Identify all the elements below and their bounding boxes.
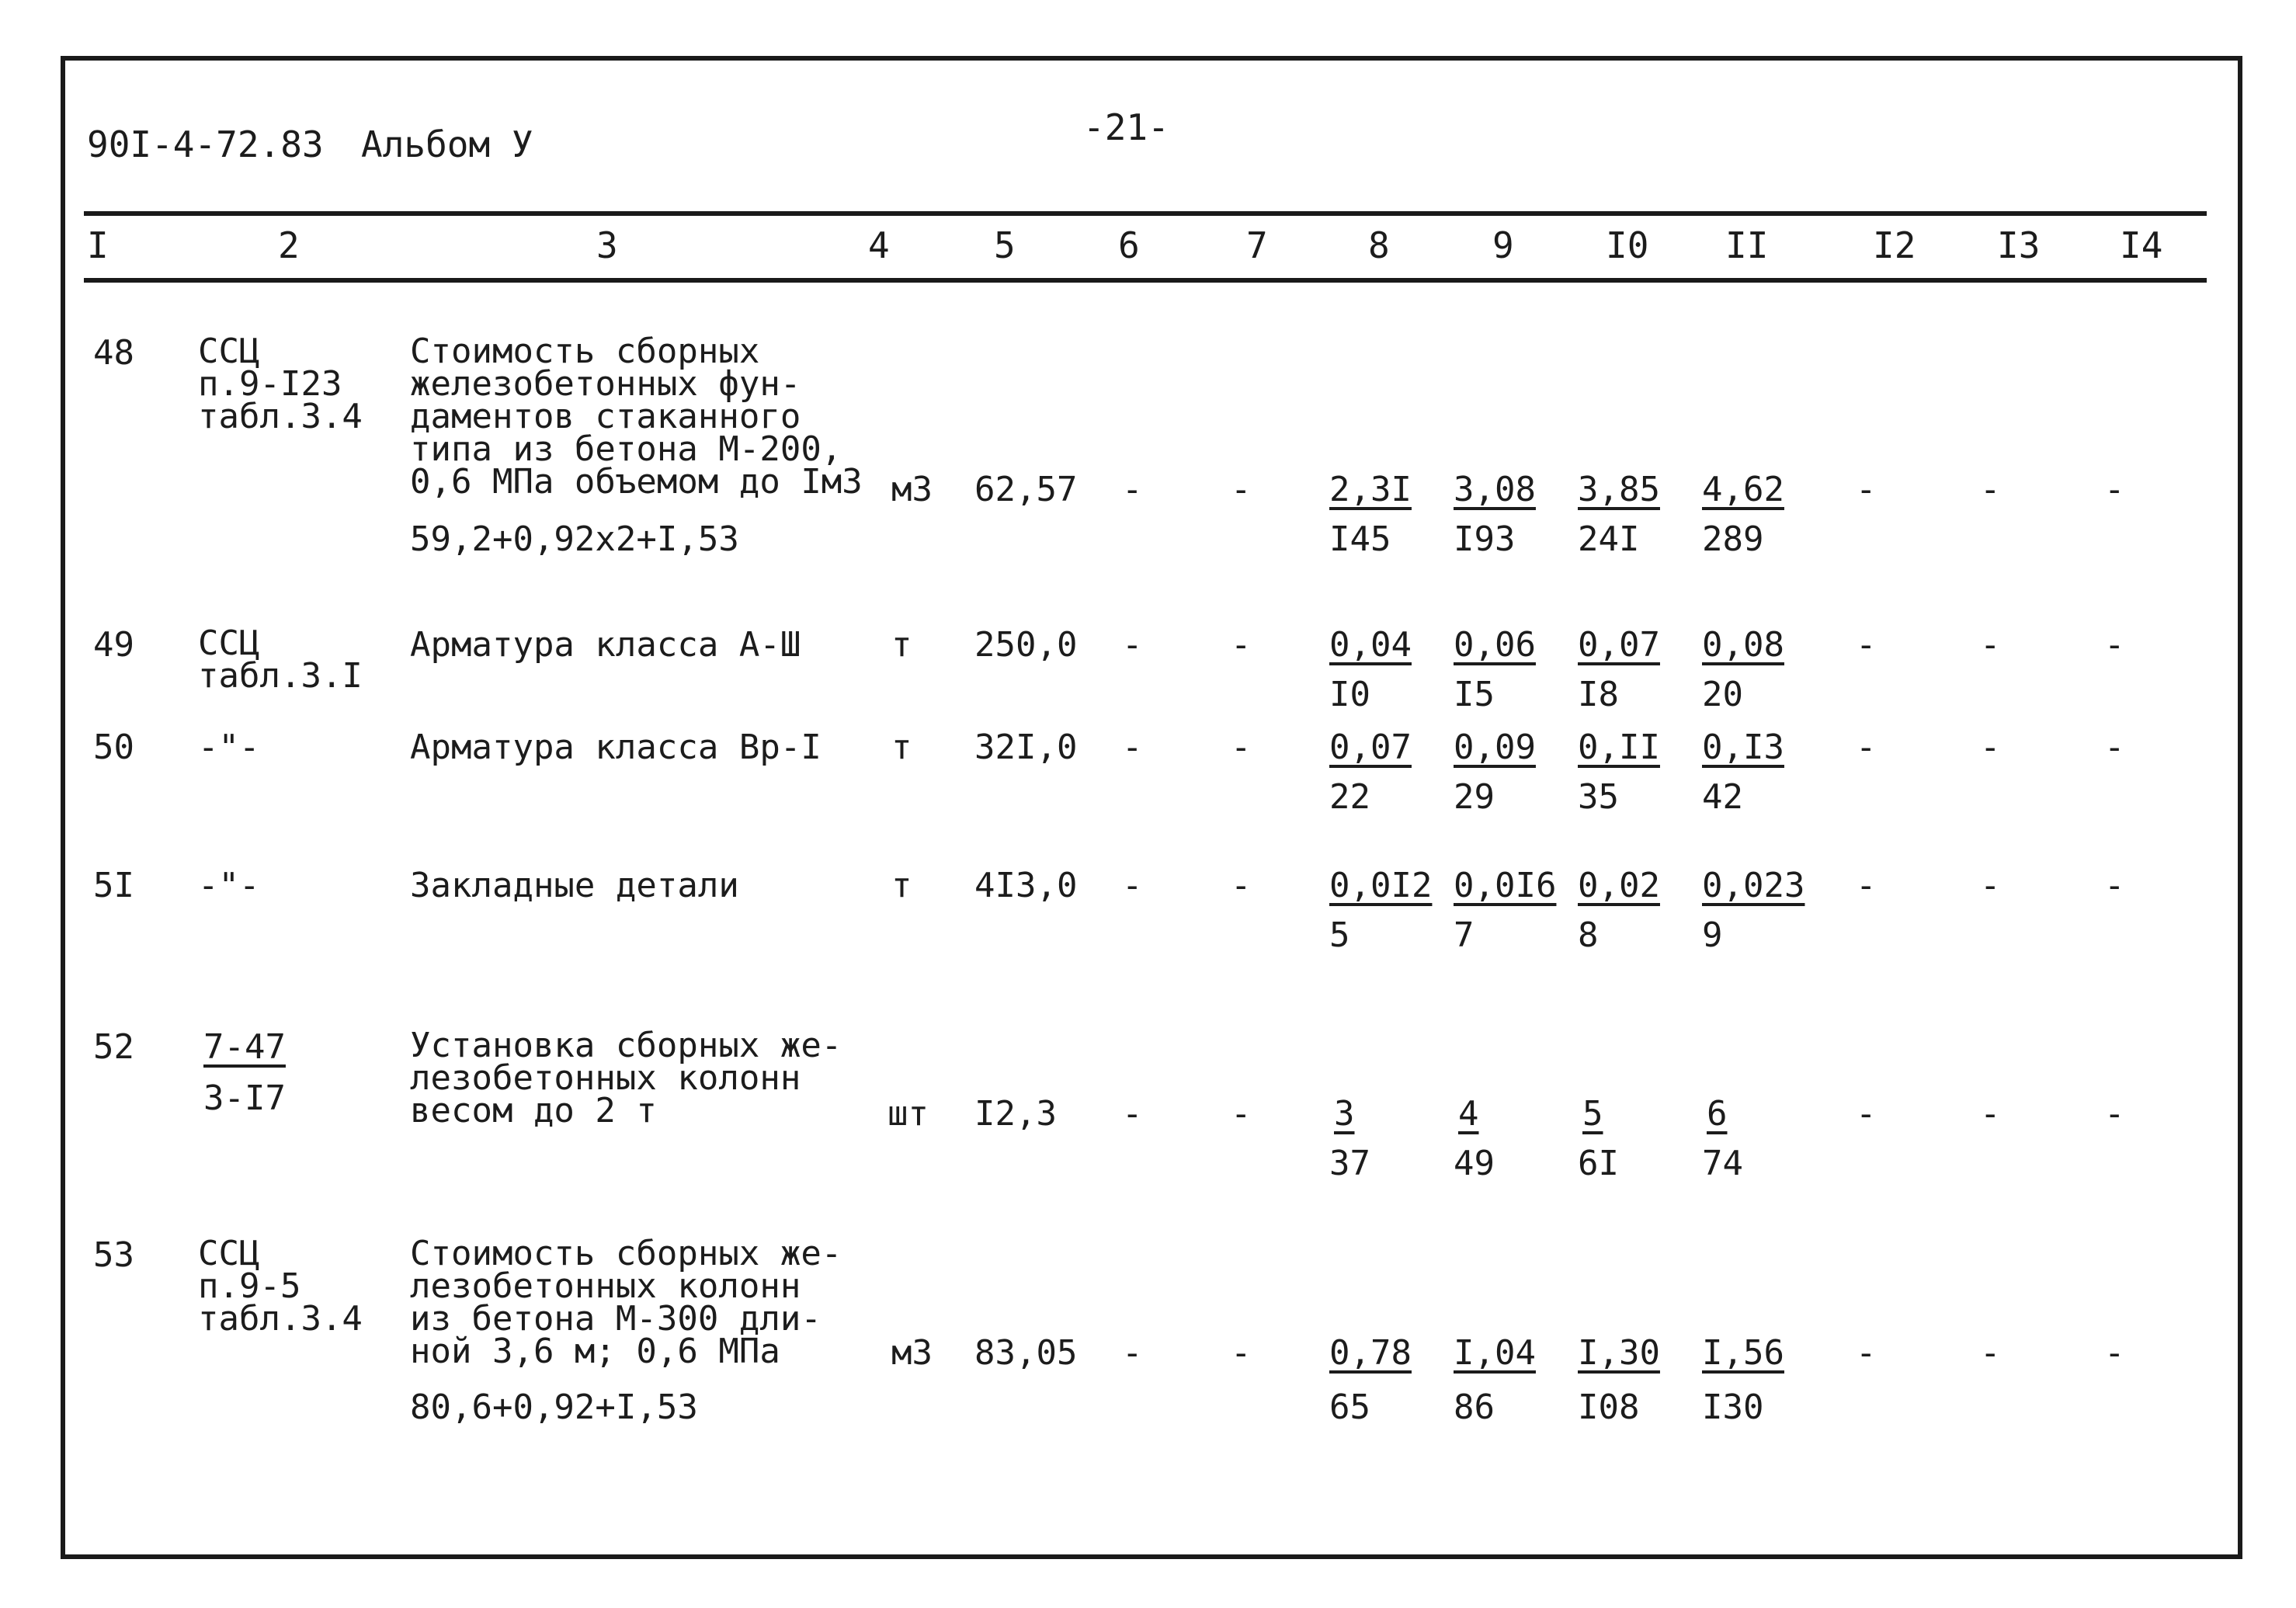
col-9-cost: 7 bbox=[1454, 915, 1475, 955]
col-6-value: - bbox=[1122, 1094, 1143, 1134]
col-12-value: - bbox=[1856, 1094, 1877, 1134]
col-11-cost: 20 bbox=[1702, 675, 1743, 714]
col-9-quantity: 0,06 bbox=[1454, 625, 1536, 665]
col-6-value: - bbox=[1122, 1333, 1143, 1373]
col-13-value: - bbox=[1980, 1094, 2001, 1134]
norm-reference: ССЦ п.9-5 табл.3.4 bbox=[198, 1234, 363, 1339]
col-13-value: - bbox=[1980, 625, 2001, 665]
norm-reference: ССЦ п.9-I23 табл.3.4 bbox=[198, 332, 363, 436]
unit: м3 bbox=[891, 1333, 933, 1373]
col-9-cost: I5 bbox=[1454, 675, 1495, 714]
col-8-cost: 65 bbox=[1329, 1387, 1370, 1427]
column-header-2: 2 bbox=[278, 224, 300, 266]
col-8-cost: 22 bbox=[1329, 777, 1370, 817]
col-9-cost: 49 bbox=[1454, 1144, 1495, 1183]
col-9-cost: 29 bbox=[1454, 777, 1495, 817]
col-8-quantity: 2,3I bbox=[1329, 470, 1412, 509]
col-10-quantity: I,30 bbox=[1578, 1333, 1660, 1373]
column-header-11: II bbox=[1725, 224, 1769, 266]
col-7-value: - bbox=[1231, 625, 1252, 665]
col-7-value: - bbox=[1231, 866, 1252, 905]
col-6-value: - bbox=[1122, 866, 1143, 905]
unit-price: 250,0 bbox=[974, 625, 1078, 665]
header-rule-top bbox=[84, 211, 2207, 216]
column-header-10: I0 bbox=[1606, 224, 1649, 266]
col-8-quantity: 0,04 bbox=[1329, 625, 1412, 665]
col-8-quantity: 3 bbox=[1334, 1094, 1355, 1134]
column-header-1: I bbox=[87, 224, 109, 266]
col-13-value: - bbox=[1980, 470, 2001, 509]
col-14-value: - bbox=[2104, 625, 2125, 665]
col-10-cost: I08 bbox=[1578, 1387, 1640, 1427]
col-12-value: - bbox=[1856, 470, 1877, 509]
unit: м3 bbox=[891, 470, 933, 509]
row-number: 52 bbox=[93, 1027, 134, 1067]
calculation-formula: 80,6+0,92+I,53 bbox=[410, 1387, 698, 1427]
document-code: 90I-4-72.83 bbox=[87, 123, 324, 165]
col-11-quantity: 6 bbox=[1707, 1094, 1728, 1134]
col-7-value: - bbox=[1231, 1333, 1252, 1373]
col-10-cost: 35 bbox=[1578, 777, 1619, 817]
col-11-cost: 42 bbox=[1702, 777, 1743, 817]
col-10-quantity: 3,85 bbox=[1578, 470, 1660, 509]
col-12-value: - bbox=[1856, 866, 1877, 905]
work-description: Стоимость сборных же- лезобетонных колонн из бетона М-300 дли- ной 3,6 м; 0,6 МПа bbox=[410, 1234, 842, 1371]
unit-price: 32I,0 bbox=[974, 728, 1078, 767]
col-11-cost: 74 bbox=[1702, 1144, 1743, 1183]
col-7-value: - bbox=[1231, 728, 1252, 767]
column-header-5: 5 bbox=[994, 224, 1016, 266]
unit: шт bbox=[887, 1094, 929, 1134]
unit-price: 83,05 bbox=[974, 1333, 1078, 1373]
col-10-cost: 8 bbox=[1578, 915, 1599, 955]
col-10-quantity: 0,02 bbox=[1578, 866, 1660, 905]
col-11-quantity: I,56 bbox=[1702, 1333, 1784, 1373]
col-8-quantity: 0,78 bbox=[1329, 1333, 1412, 1373]
norm-reference-sub: 3-I7 bbox=[203, 1078, 286, 1118]
col-14-value: - bbox=[2104, 866, 2125, 905]
work-description: Установка сборных же- лезобетонных колонн весом до 2 т bbox=[410, 1026, 842, 1130]
column-header-14: I4 bbox=[2120, 224, 2163, 266]
column-header-9: 9 bbox=[1492, 224, 1514, 266]
row-number: 50 bbox=[93, 728, 134, 767]
unit-price: I2,3 bbox=[974, 1094, 1057, 1134]
column-header-8: 8 bbox=[1368, 224, 1390, 266]
norm-reference: -"- bbox=[198, 866, 260, 905]
col-11-cost: 289 bbox=[1702, 519, 1764, 559]
col-14-value: - bbox=[2104, 728, 2125, 767]
page-number: -21- bbox=[1083, 106, 1169, 148]
col-14-value: - bbox=[2104, 1333, 2125, 1373]
col-11-quantity: 4,62 bbox=[1702, 470, 1784, 509]
col-11-cost: 9 bbox=[1702, 915, 1723, 955]
column-header-4: 4 bbox=[868, 224, 890, 266]
work-description: Стоимость сборных железобетонных фун- даментов стаканного типа из бетона М-200, 0,6 МПа объемом до Iм3 bbox=[410, 332, 863, 502]
column-header-12: I2 bbox=[1873, 224, 1916, 266]
column-header-13: I3 bbox=[1997, 224, 2041, 266]
row-number: 48 bbox=[93, 333, 134, 373]
col-8-quantity: 0,07 bbox=[1329, 728, 1412, 767]
col-9-cost: 86 bbox=[1454, 1387, 1495, 1427]
column-header-3: 3 bbox=[596, 224, 618, 266]
norm-reference: 7-47 bbox=[203, 1027, 286, 1067]
col-10-cost: I8 bbox=[1578, 675, 1619, 714]
col-8-cost: 5 bbox=[1329, 915, 1350, 955]
col-9-quantity: 0,09 bbox=[1454, 728, 1536, 767]
unit: т bbox=[891, 728, 912, 767]
col-9-quantity: 0,0I6 bbox=[1454, 866, 1557, 905]
col-9-quantity: 4 bbox=[1458, 1094, 1479, 1134]
col-13-value: - bbox=[1980, 1333, 2001, 1373]
row-number: 49 bbox=[93, 625, 134, 665]
work-description: Закладные детали bbox=[410, 866, 739, 905]
col-6-value: - bbox=[1122, 470, 1143, 509]
col-13-value: - bbox=[1980, 866, 2001, 905]
col-10-cost: 6I bbox=[1578, 1144, 1619, 1183]
col-8-cost: I45 bbox=[1329, 519, 1391, 559]
calculation-formula: 59,2+0,92x2+I,53 bbox=[410, 519, 739, 559]
col-9-cost: I93 bbox=[1454, 519, 1516, 559]
col-9-quantity: I,04 bbox=[1454, 1333, 1536, 1373]
work-description: Арматура класса А-Ш bbox=[410, 625, 801, 665]
row-number: 5I bbox=[93, 866, 134, 905]
col-11-quantity: 0,08 bbox=[1702, 625, 1784, 665]
col-7-value: - bbox=[1231, 470, 1252, 509]
col-6-value: - bbox=[1122, 625, 1143, 665]
col-8-cost: 37 bbox=[1329, 1144, 1370, 1183]
col-11-quantity: 0,023 bbox=[1702, 866, 1805, 905]
column-header-6: 6 bbox=[1118, 224, 1140, 266]
unit: т bbox=[891, 866, 912, 905]
col-14-value: - bbox=[2104, 470, 2125, 509]
col-12-value: - bbox=[1856, 625, 1877, 665]
col-10-quantity: 5 bbox=[1582, 1094, 1603, 1134]
unit: т bbox=[891, 625, 912, 665]
col-6-value: - bbox=[1122, 728, 1143, 767]
col-9-quantity: 3,08 bbox=[1454, 470, 1536, 509]
header-rule-bottom bbox=[84, 278, 2207, 283]
col-12-value: - bbox=[1856, 728, 1877, 767]
col-8-quantity: 0,0I2 bbox=[1329, 866, 1433, 905]
col-10-quantity: 0,II bbox=[1578, 728, 1660, 767]
norm-reference: -"- bbox=[198, 728, 260, 767]
col-7-value: - bbox=[1231, 1094, 1252, 1134]
unit-price: 4I3,0 bbox=[974, 866, 1078, 905]
col-11-cost: I30 bbox=[1702, 1387, 1764, 1427]
unit-price: 62,57 bbox=[974, 470, 1078, 509]
norm-reference: ССЦ табл.3.I bbox=[198, 623, 363, 696]
col-10-cost: 24I bbox=[1578, 519, 1640, 559]
column-header-7: 7 bbox=[1246, 224, 1268, 266]
col-11-quantity: 0,I3 bbox=[1702, 728, 1784, 767]
col-13-value: - bbox=[1980, 728, 2001, 767]
col-8-cost: I0 bbox=[1329, 675, 1370, 714]
col-10-quantity: 0,07 bbox=[1578, 625, 1660, 665]
col-14-value: - bbox=[2104, 1094, 2125, 1134]
album-label: Альбом У bbox=[361, 123, 533, 165]
col-12-value: - bbox=[1856, 1333, 1877, 1373]
work-description: Арматура класса Вр-I bbox=[410, 728, 821, 767]
row-number: 53 bbox=[93, 1235, 134, 1275]
